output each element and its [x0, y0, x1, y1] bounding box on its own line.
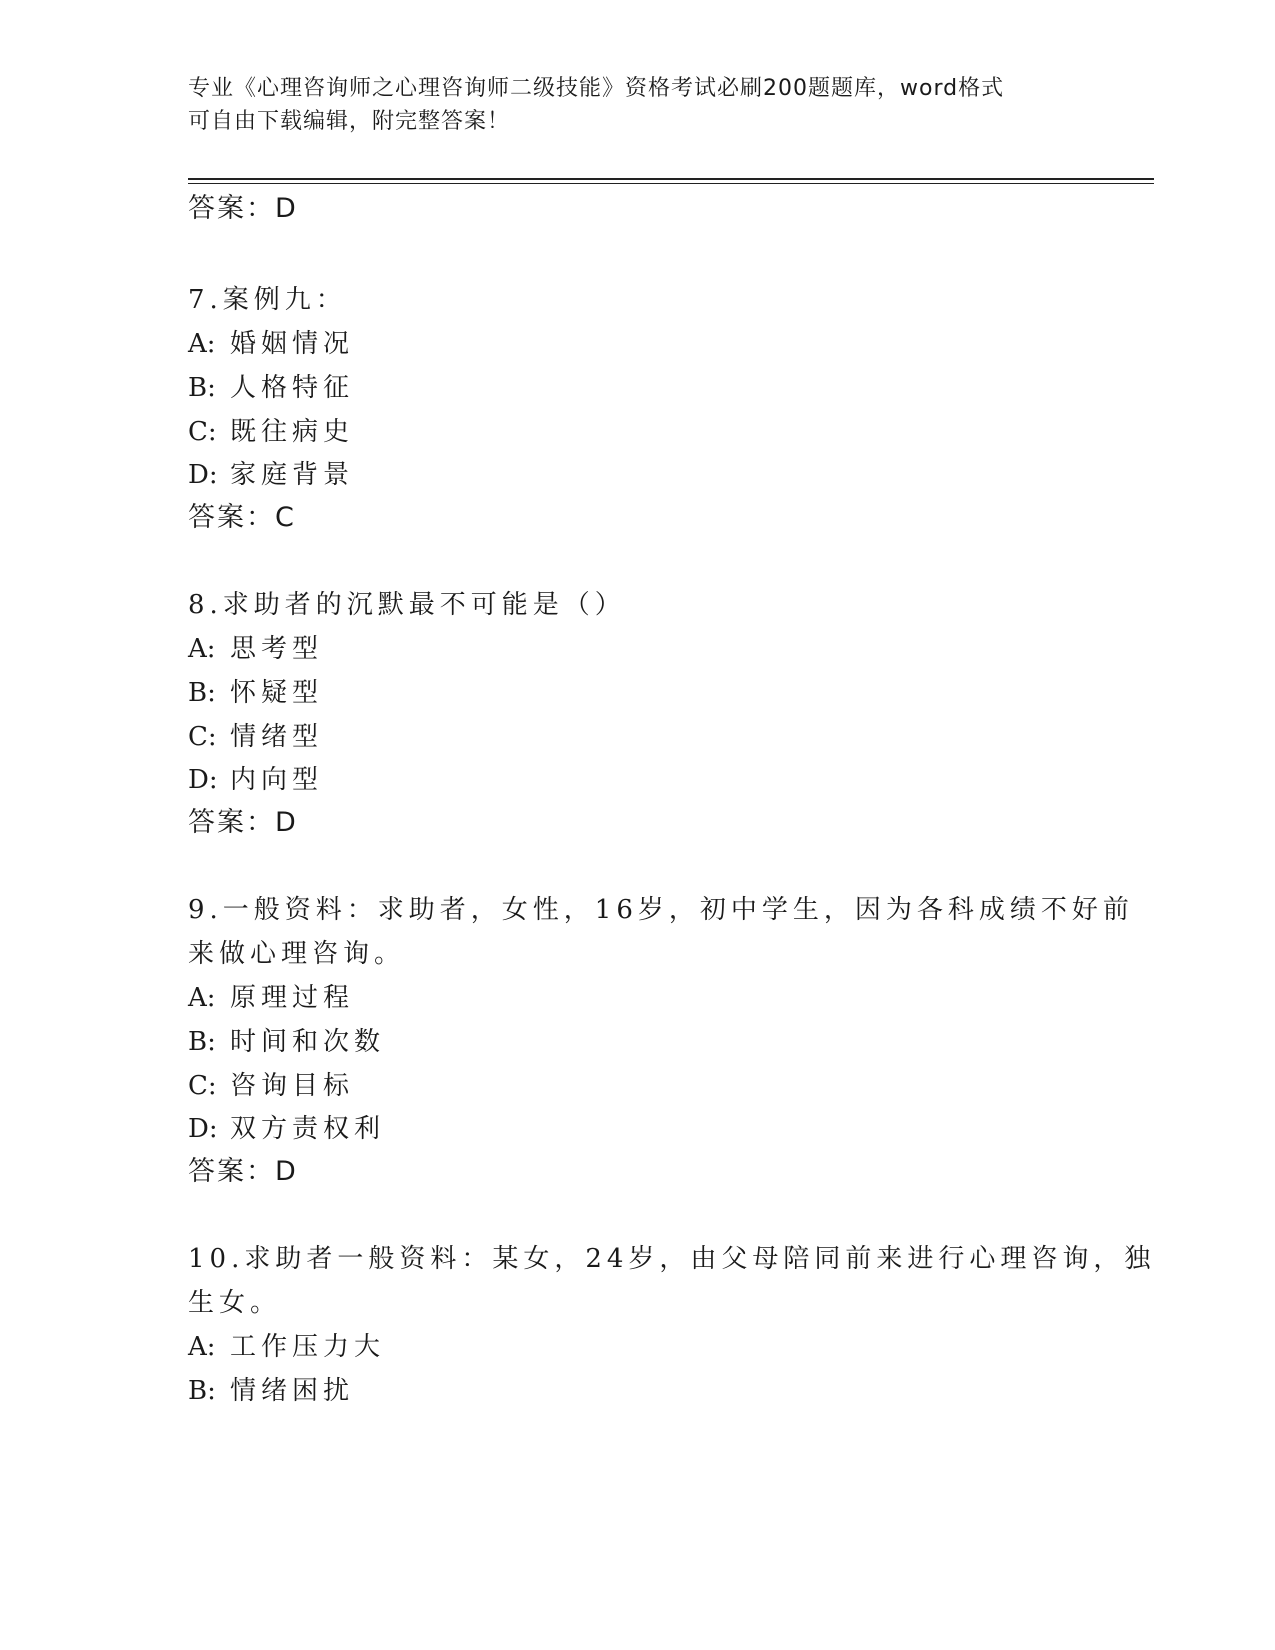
option-label: A: — [188, 329, 216, 359]
question-9-option-b — [188, 1025, 385, 1059]
option-label: B: — [188, 373, 216, 403]
option-label: A: — [188, 1332, 216, 1362]
option-text: 咨询目标 — [230, 1071, 355, 1101]
question-8-option-d — [188, 763, 323, 797]
option-label: C: — [188, 1071, 217, 1101]
question-8-stem: 8.求助者的沉默最不可能是（） — [188, 590, 626, 620]
option-text: 人格特征 — [230, 373, 355, 403]
question-8-option-a — [188, 632, 323, 666]
option-text: 思考型 — [230, 634, 324, 664]
question-9-answer: 答案：D — [188, 1156, 298, 1187]
question-7-answer: 答案：C — [188, 502, 296, 533]
question-10-option-b — [188, 1374, 354, 1408]
question-9-option-a — [188, 981, 354, 1015]
option-text: 怀疑型 — [230, 678, 324, 708]
question-7-option-c — [188, 415, 354, 449]
header-line-2: 可自由下载编辑，附完整答案！ — [188, 109, 511, 134]
question-8-answer: 答案：D — [188, 807, 298, 838]
document-header — [188, 72, 1088, 138]
header-line-1: 专业《心理咨询师之心理咨询师二级技能》资格考试必刷200题题库，word格式 — [188, 76, 1005, 101]
option-text: 家庭背景 — [230, 460, 355, 490]
option-label: C: — [188, 722, 217, 752]
option-text: 婚姻情况 — [230, 329, 355, 359]
option-label: D: — [188, 765, 218, 795]
option-label: A: — [188, 634, 216, 664]
option-text: 情绪困扰 — [230, 1376, 355, 1406]
header-divider-thin — [188, 183, 1154, 184]
question-9-stem-line-2: 来做心理咨询。 — [188, 939, 406, 969]
option-text: 原理过程 — [230, 983, 355, 1013]
option-text: 时间和次数 — [230, 1027, 386, 1057]
option-text: 工作压力大 — [230, 1332, 386, 1362]
option-label: D: — [188, 1114, 218, 1144]
answer-previous: 答案：D — [188, 193, 298, 224]
question-9-option-c — [188, 1069, 354, 1103]
question-10-stem-line-1: 10.求助者一般资料：某女，24岁，由父母陪同前来进行心理咨询，独 — [188, 1244, 1156, 1274]
question-7-option-b — [188, 371, 354, 405]
question-9-option-d — [188, 1112, 385, 1146]
option-label: A: — [188, 983, 216, 1013]
question-10-stem-line-2: 生女。 — [188, 1288, 282, 1318]
question-7-option-a — [188, 327, 354, 361]
option-text: 既往病史 — [230, 417, 355, 447]
option-text: 情绪型 — [230, 722, 324, 752]
option-label: C: — [188, 417, 217, 447]
option-text: 内向型 — [230, 765, 324, 795]
question-8-option-b — [188, 676, 323, 710]
option-label: D: — [188, 460, 218, 490]
question-9-stem-line-1: 9.一般资料：求助者，女性，16岁，初中学生，因为各科成绩不好前 — [188, 895, 1134, 925]
header-divider-thick — [188, 178, 1154, 180]
question-8-option-c — [188, 720, 323, 754]
option-label: B: — [188, 1376, 216, 1406]
option-label: B: — [188, 1027, 216, 1057]
option-text: 双方责权利 — [230, 1114, 386, 1144]
question-10-option-a — [188, 1330, 385, 1364]
question-7-option-d — [188, 458, 354, 492]
option-label: B: — [188, 678, 216, 708]
question-7-stem: 7.案例九： — [188, 285, 347, 315]
